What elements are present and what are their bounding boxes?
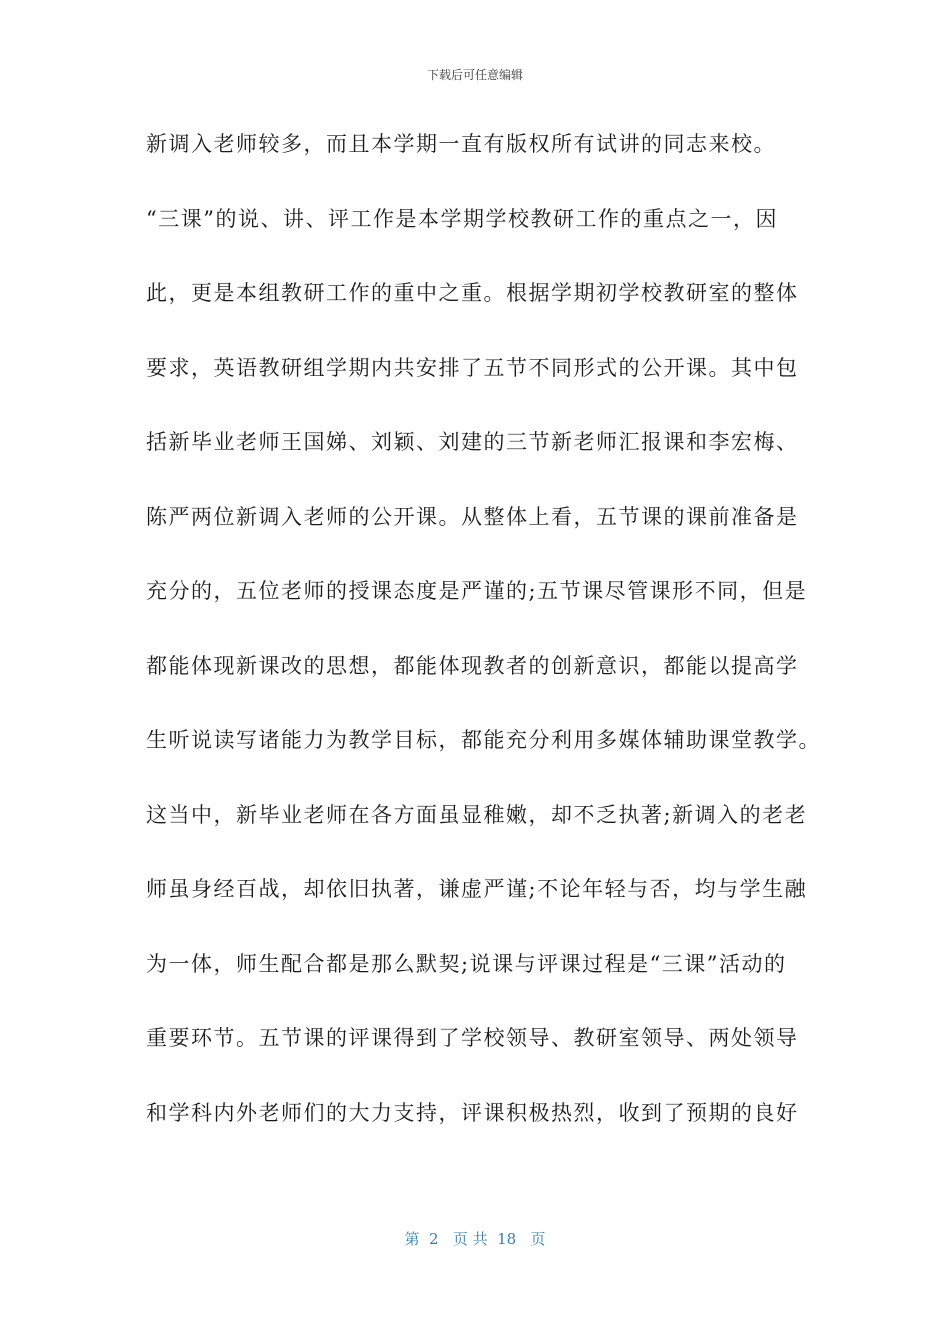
page-number-footer: 第 2 页 共 18 页 bbox=[404, 1230, 546, 1248]
text-line: 陈严两位新调入老师的公开课。从整体上看，五节课的课前准备是 bbox=[146, 504, 799, 529]
text-line: 都能体现新课改的思想，都能体现教者的创新意识，都能以提高学 bbox=[146, 653, 799, 678]
text-line: 要求，英语教研组学期内共安排了五节不同形式的公开课。其中包 bbox=[146, 355, 799, 380]
text-line: 生听说读写诸能力为教学目标，都能充分利用多媒体辅助课堂教学。 bbox=[146, 728, 821, 752]
text-line: 新调入老师较多，而且本学期一直有版权所有试讲的同志来校。 bbox=[146, 132, 776, 156]
text-line: 这当中，新毕业老师在各方面虽显稚嫩，却不乏执著;新调入的老老 bbox=[146, 802, 808, 827]
text-line: 括新毕业老师王国娣、刘颖、刘建的三节新老师汇报课和李宏梅、 bbox=[146, 430, 799, 454]
body-text bbox=[146, 120, 826, 1163]
text-line: 为一体，师生配合都是那么默契;说课与评课过程是“三课”活动的 bbox=[146, 951, 787, 976]
text-line: 和学科内外老师们的大力支持，评课积极热烈，收到了预期的良好 bbox=[146, 1100, 799, 1125]
text-line: 师虽身经百战，却依旧执著，谦虚严谨;不论年轻与否，均与学生融 bbox=[146, 877, 808, 901]
page-header: 下载后可任意编辑 bbox=[426, 68, 523, 82]
text-line: 充分的，五位老师的授课态度是严谨的;五节课尽管课形不同，但是 bbox=[146, 579, 808, 603]
text-line: “三课”的说、讲、评工作是本学期学校教研工作的重点之一，因 bbox=[146, 206, 778, 231]
text-line: 重要环节。五节课的评课得到了学校领导、教研室领导、两处领导 bbox=[146, 1026, 799, 1050]
text-line: 此，更是本组教研工作的重中之重。根据学期初学校教研室的整体 bbox=[146, 281, 799, 305]
